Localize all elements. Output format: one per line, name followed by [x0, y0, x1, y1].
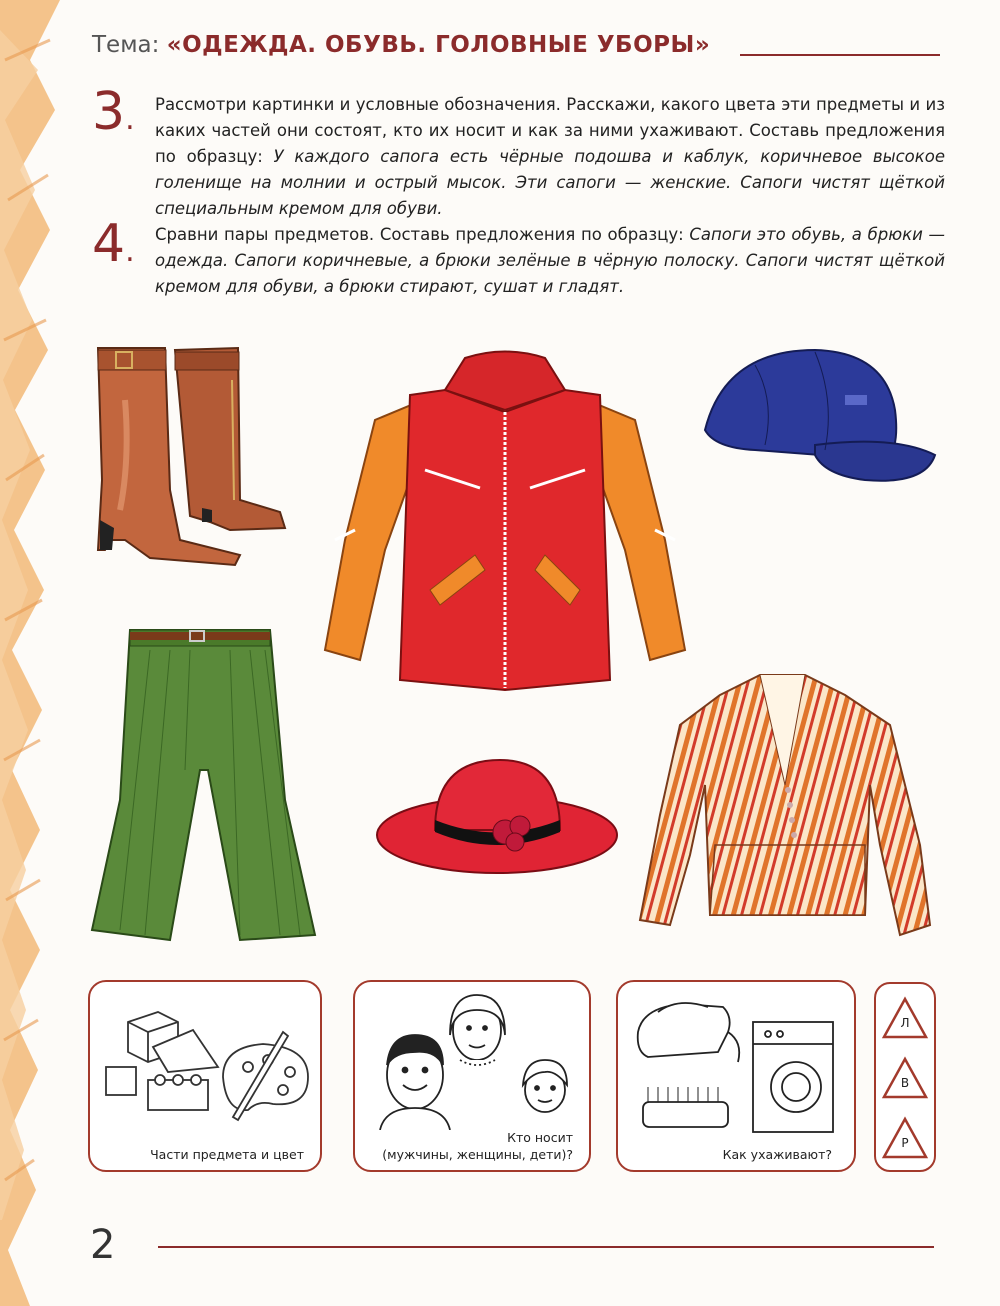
exercise-4-number	[92, 214, 135, 274]
exercise-4-instruction: Сравни пары предметов. Составь предложения по образцу:	[155, 225, 690, 244]
jacket-picture	[315, 340, 695, 700]
exercise-3-instruction: Рассмотри картинки и условные обозначения. Расскажи, какого цвета эти предметы и из каких частей они состоят, кто их носит и как за ними ухаживают. Составь предложения по образцу:	[155, 95, 945, 166]
iron-washer-brush-icon	[628, 992, 848, 1142]
legend-card-who-wears	[353, 980, 591, 1172]
triangle-v	[881, 1056, 929, 1100]
legend-caption-parts: Части предмета и цвет	[150, 1147, 304, 1162]
legend-caption-who-1: Кто носит	[507, 1130, 573, 1145]
blouse-picture	[630, 665, 935, 950]
legend-caption-care: Как ухаживают?	[722, 1147, 832, 1162]
footer-rule	[158, 1246, 934, 1248]
boots-picture	[90, 340, 290, 570]
family-faces-icon	[365, 990, 585, 1130]
triangle-r	[881, 1116, 929, 1160]
page-number: 2	[90, 1222, 116, 1268]
cap-picture	[695, 340, 940, 490]
brush-decoration	[0, 0, 75, 1306]
topic-label: Тема:	[92, 32, 160, 58]
trousers-picture	[90, 620, 320, 950]
shapes-palette-icon	[98, 992, 318, 1122]
exercise-4-text	[155, 222, 945, 300]
legend-caption-who-2: (мужчины, женщины, дети)?	[382, 1147, 573, 1162]
legend-card-parts-color	[88, 980, 322, 1172]
topic-title: «ОДЕЖДА. ОБУВЬ. ГОЛОВНЫЕ УБОРЫ»	[166, 32, 711, 58]
hat-picture	[375, 750, 620, 880]
triangle-label: Р	[901, 1136, 909, 1150]
triangle-label: Л	[900, 1016, 910, 1030]
exercise-4-example: Сапоги это обувь, а брюки — одежда. Сапоги коричневые, а брюки зелёные в чёрную полоску. Сапоги чистят щёткой кремом для обуви, а брюки стирают, сушат и гладят.	[155, 225, 945, 296]
triangles-card	[874, 982, 936, 1172]
exercise-3-number	[92, 82, 135, 142]
exercise-3-example: У каждого сапога есть чёрные подошва и каблук, коричневое высокое голенище на молнии и острый мысок. Эти сапоги — женские. Сапоги чистят щёткой специальным кремом для обуви.	[155, 147, 945, 218]
exercise-number: 4	[92, 214, 126, 274]
exercise-3-text	[155, 92, 945, 222]
legend-card-care	[616, 980, 856, 1172]
triangle-l	[881, 996, 929, 1040]
page-header	[92, 32, 710, 58]
exercise-number-dot: .	[125, 234, 135, 269]
header-rule	[740, 54, 940, 56]
triangle-label: В	[900, 1076, 910, 1090]
exercise-number: 3	[92, 82, 126, 142]
exercise-number-dot: .	[125, 102, 135, 137]
